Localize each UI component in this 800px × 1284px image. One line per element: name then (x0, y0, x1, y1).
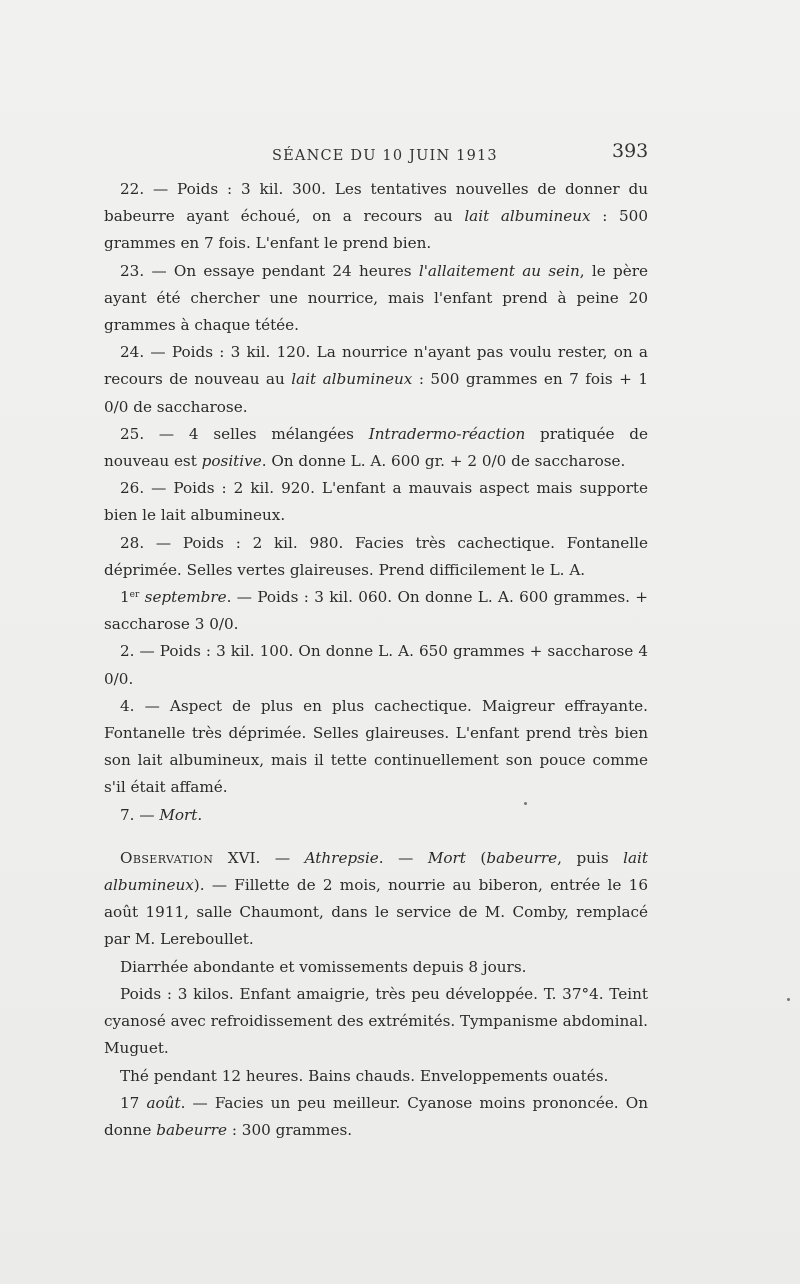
italic-run: lait albumineux (291, 370, 413, 389)
text-run: 1 (120, 588, 130, 607)
text-run: 2. — Poids : 3 kil. 100. On donne L. A. 650 grammes + saccharose 4 0/0. (104, 642, 648, 688)
entry-24 (104, 339, 648, 421)
paragraph-the: Thé pendant 12 heures. Bains chauds. Enveloppements ouatés. (120, 1066, 609, 1085)
italic-run: positive (201, 452, 262, 471)
text-run: 7. — (120, 805, 160, 824)
text-run: : 500 grammes en 7 fois + 1 0/0 de saccharose. (104, 370, 648, 416)
text-run: : 300 grammes. (227, 1120, 353, 1139)
italic-run: lait albumineux (104, 848, 649, 895)
text-run: pratiquée de nouveau est (104, 424, 648, 471)
text-run: . — Poids : 3 kil. 060. On donne L. A. 600 grammes. + saccharose 3 0/0. (104, 588, 648, 634)
paragraph-poids: Poids : 3 kilos. Enfant amaigrie, très peu développée. T. 37°4. Teint cyanosé avec refroidissement des extrémités. Tympanisme abdominal. Muguet. (104, 984, 649, 1058)
text-run: , puis (557, 848, 624, 867)
text-run: 28. — Poids : 2 kil. 980. Facies très cachectique. Fontanelle déprimée. Selles vertes glaireuses. Prend difficilement le L. A. (104, 533, 648, 579)
speck-mark (524, 802, 527, 805)
text-run: 24. — Poids : 3 kil. 120. La nourrice n'ayant pas voulu rester, on a recours de nouveau au (104, 343, 648, 389)
entry-7 (104, 802, 648, 829)
text-run: — Fillette de 2 mois, nourrie au biberon, entrée le 16 août 1911, salle Chaumont, dans le service de M. Comby, remplacé par M. Lereboullet. (104, 876, 648, 949)
text-run: . — (378, 848, 428, 867)
entry-28 (104, 530, 648, 584)
observation-label: Observation (120, 848, 214, 867)
text-run: 17 (120, 1093, 147, 1112)
observation-heading (104, 845, 648, 954)
text-run: XVI. — (213, 848, 305, 867)
text-run: 22. — Poids : 3 kil. 300. Les tentatives nouvelles de donner du babeurre ayant échoué, on a recours au (104, 180, 648, 226)
italic-run: l'allaitement au sein (418, 261, 580, 280)
italic-run: septembre (139, 588, 227, 607)
running-title: SÉANCE DU 10 JUIN 1913 (272, 148, 498, 164)
italic-run: Mort (427, 848, 466, 867)
italic-run: lait albumineux (464, 207, 591, 226)
text-run: . (197, 805, 203, 824)
text-run: ). (193, 876, 205, 895)
text-run: 25. — 4 selles mélangées (120, 424, 369, 443)
paragraph-diarrhee: Diarrhée abondante et vomissements depuis 8 jours. (120, 957, 527, 976)
italic-run: Mort (159, 805, 198, 824)
body-text (104, 176, 648, 1144)
entry-23 (104, 258, 648, 340)
text-run: 26. — Poids : 2 kil. 920. L'enfant a mauvais aspect mais supporte bien le lait albumineux. (104, 479, 648, 525)
text-run: 23. — On essaye pendant 24 heures (120, 261, 419, 280)
text-run: . — Facies un peu meilleur. Cyanose moins prononcée. On donne (104, 1093, 649, 1139)
paragraph-17-aout (104, 1090, 648, 1144)
entry-26 (104, 475, 648, 529)
italic-run: Athrepsie (304, 848, 379, 867)
italic-run: Intradermo-réaction (368, 424, 526, 443)
entry-25 (104, 421, 648, 475)
entry-22 (104, 176, 648, 258)
superscript: er (129, 590, 140, 601)
text-run: , le père ayant été chercher une nourrice, mais l'enfant prend à peine 20 grammes à chaque tétée. (104, 261, 648, 335)
italic-run: août (146, 1093, 181, 1112)
text-run: ( (465, 848, 487, 867)
entry-1-septembre (104, 584, 648, 638)
entry-4 (104, 693, 648, 802)
page-number: 393 (612, 140, 649, 162)
italic-run: babeurre (156, 1120, 228, 1139)
text-run: 4. — Aspect de plus en plus cachectique. Maigreur effrayante. Fontanelle très déprimée. Selles glaireuses. L'enfant prend très bien son lait albumineux, mais il tette continuellement son pouce comme s'il était affamé. (104, 696, 648, 797)
text-run: . On donne L. A. 600 gr. + 2 0/0 de saccharose. (261, 452, 626, 471)
entry-2 (104, 638, 648, 692)
page-header (0, 140, 800, 170)
text-run: : 500 grammes en 7 fois. L'enfant le prend bien. (104, 207, 648, 253)
speck-mark (787, 998, 790, 1001)
italic-run: babeurre (486, 848, 558, 867)
